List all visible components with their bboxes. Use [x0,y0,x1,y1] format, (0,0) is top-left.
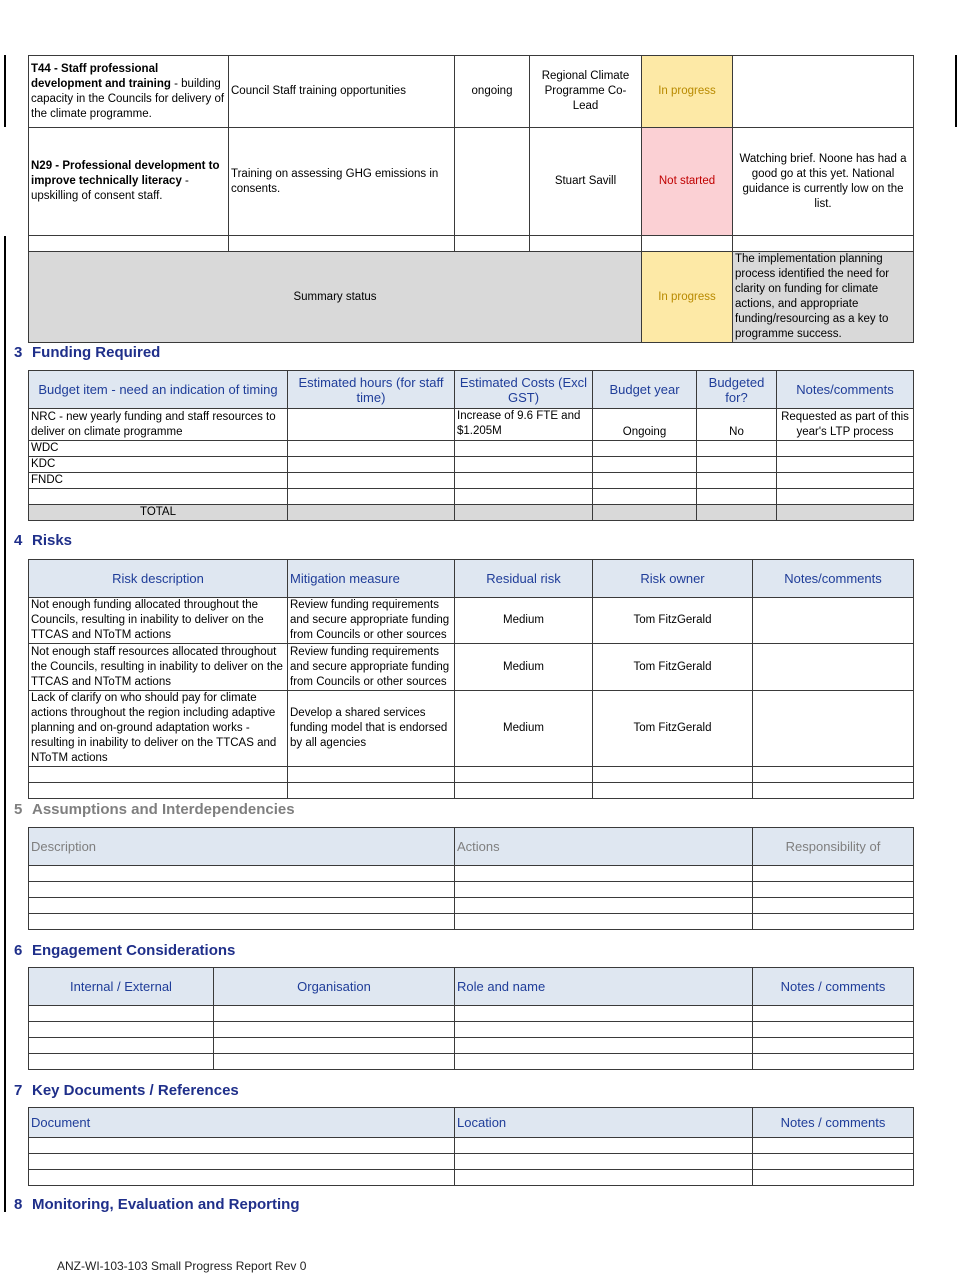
timing-cell [455,128,530,236]
column-header: Actions [455,828,753,866]
status-badge: In progress [642,252,733,343]
column-header: Role and name [455,968,753,1006]
column-header: Internal / External [29,968,214,1006]
section-heading: 4 Risks [14,532,73,549]
table-row [29,441,914,457]
costs-cell: Increase of 9.6 FTE and $1.205M [455,409,593,441]
mitigation-cell: Review funding requirements and secure appropriate funding from Councils or other sources [288,644,455,691]
table-row [29,128,914,236]
table-row [29,644,914,691]
table-row [29,691,914,767]
column-header: Description [29,828,455,866]
task-cell: N29 - Professional development to improve technically literacy - upskilling of consent staff. [29,128,229,236]
residual-cell: Medium [455,598,593,644]
comments-cell [733,56,914,128]
residual-cell: Medium [455,644,593,691]
owner-cell: Regional Climate Programme Co-Lead [530,56,642,128]
total-label: TOTAL [29,505,288,521]
budget-item: NRC - new yearly funding and staff resources to deliver on climate programme [29,409,288,441]
engagement-table [28,967,914,1070]
table-row [29,457,914,473]
table-row [29,489,914,505]
column-header: Notes / comments [753,1108,914,1138]
activity-cell: Training on assessing GHG emissions in consents. [229,128,455,236]
table-row [29,56,914,128]
status-badge: Not started [642,128,733,236]
risk-owner: Tom FitzGerald [593,644,753,691]
table-row [29,767,914,783]
column-header: Budget year [593,371,697,409]
council-cell: KDC [29,457,288,473]
table-row [29,1038,914,1054]
hours-cell [288,409,455,441]
table-row [29,1138,914,1154]
funding-table [28,370,914,521]
risk-owner: Tom FitzGerald [593,598,753,644]
status-table [28,55,914,343]
risk-description: Not enough funding allocated throughout the Councils, resulting in inability to deliver on the TTCAS and NToTM actions [29,598,288,644]
table-row [29,866,914,882]
column-header: Mitigation measure [288,560,455,598]
table-row [29,473,914,489]
section-heading: 7 Key Documents / References [14,1082,239,1099]
mitigation-cell: Develop a shared services funding model that is endorsed by all agencies [288,691,455,767]
column-header: Risk owner [593,560,753,598]
risks-table [28,559,914,799]
timing-cell: ongoing [455,56,530,128]
column-header: Residual risk [455,560,593,598]
column-header: Location [455,1108,753,1138]
margin-bar [4,55,6,127]
council-cell: FNDC [29,473,288,489]
column-header: Budget item - need an indication of timing [29,371,288,409]
table-row [29,1170,914,1186]
summary-label: Summary status [29,252,642,343]
margin-bar [955,55,957,127]
column-header: Organisation [214,968,455,1006]
table-row [29,1054,914,1070]
mitigation-cell: Review funding requirements and secure appropriate funding from Councils or other sources [288,598,455,644]
residual-cell: Medium [455,691,593,767]
table-row [29,882,914,898]
comments-cell: Watching brief. Noone has had a good go at this yet. National guidance is currently low on the list. [733,128,914,236]
column-header: Responsibility of [753,828,914,866]
notes-cell: Requested as part of this year's LTP process [777,409,914,441]
section-heading: 5 Assumptions and Interdependencies [14,801,295,818]
table-row [29,1022,914,1038]
section-heading: 3 Funding Required [14,344,161,361]
status-badge: In progress [642,56,733,128]
column-header: Estimated hours (for staff time) [288,371,455,409]
risk-description: Lack of clarify on who should pay for climate actions throughout the region including adaptive planning and on-ground adaptation works - resulting in inability to deliver on the TTCAS and NToTM actions [29,691,288,767]
total-row [29,505,914,521]
table-row [29,236,914,252]
year-cell: Ongoing [593,409,697,441]
summary-row [29,252,914,343]
table-row [29,914,914,930]
section-heading: 6 Engagement Considerations [14,942,236,959]
column-header: Estimated Costs (Excl GST) [455,371,593,409]
section-heading: 8 Monitoring, Evaluation and Reporting [14,1196,300,1213]
column-header: Risk description [29,560,288,598]
column-header: Budgeted for? [697,371,777,409]
assumptions-table [28,827,914,930]
summary-comments: The implementation planning process identified the need for clarity on funding for climate actions, and appropriate funding/resourcing as a key to programme success. [733,252,914,343]
council-cell: WDC [29,441,288,457]
task-cell: T44 - Staff professional development and training - building capacity in the Councils for delivery of the climate programme. [29,56,229,128]
activity-cell: Council Staff training opportunities [229,56,455,128]
table-row [29,1006,914,1022]
column-header: Document [29,1108,455,1138]
owner-cell: Stuart Savill [530,128,642,236]
table-row [29,1154,914,1170]
column-header: Notes / comments [753,968,914,1006]
document-footer: ANZ-WI-103-103 Small Progress Report Rev 0 [57,1259,307,1273]
table-row [29,598,914,644]
table-row [29,783,914,799]
table-row [29,898,914,914]
column-header: Notes/comments [777,371,914,409]
risk-description: Not enough staff resources allocated throughout the Councils, resulting in inability to deliver on the TTCAS and NToTM actions [29,644,288,691]
documents-table [28,1107,914,1186]
column-header: Notes/comments [753,560,914,598]
table-row [29,409,914,441]
margin-bar [4,236,6,1212]
budgeted-cell: No [697,409,777,441]
risk-owner: Tom FitzGerald [593,691,753,767]
